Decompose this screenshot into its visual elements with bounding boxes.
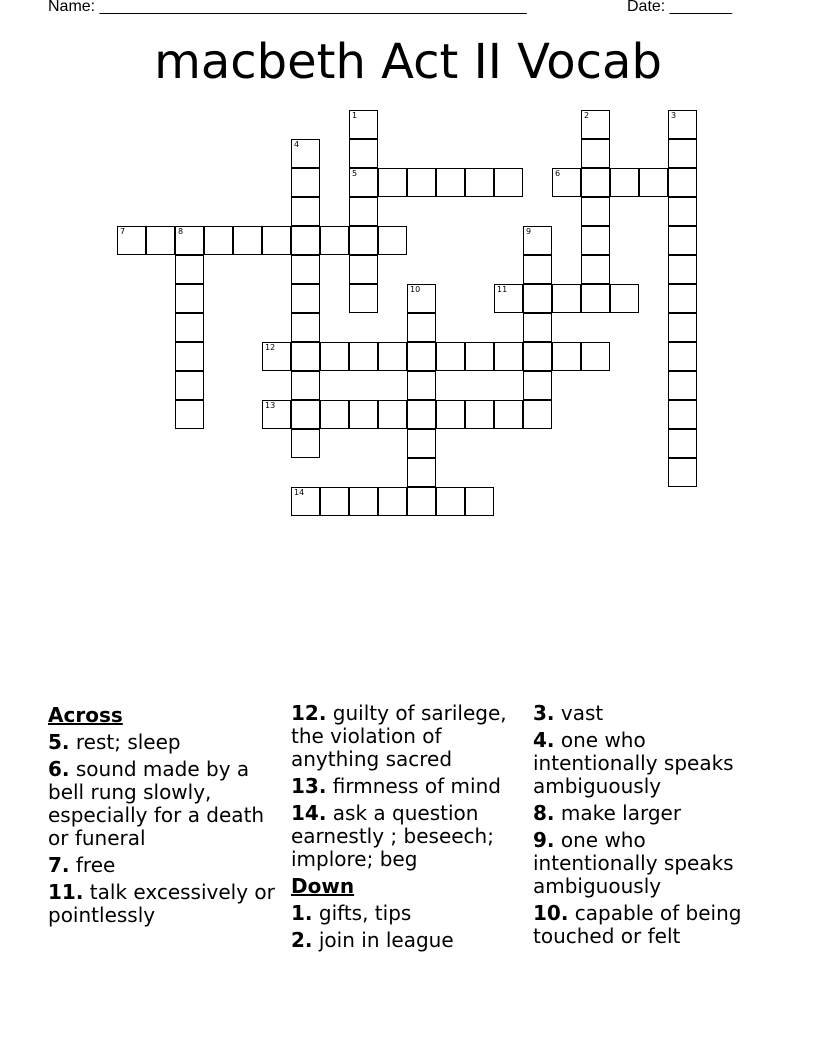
- grid-cell[interactable]: [465, 400, 494, 429]
- grid-cell[interactable]: [349, 400, 378, 429]
- page-title: macbeth Act II Vocab: [154, 34, 662, 90]
- grid-cell[interactable]: [407, 371, 436, 400]
- grid-cell-number: 10: [410, 285, 421, 294]
- grid-cell[interactable]: [552, 168, 581, 197]
- grid-cell[interactable]: [175, 371, 204, 400]
- grid-cell[interactable]: [523, 342, 552, 371]
- grid-cell[interactable]: [349, 284, 378, 313]
- grid-cell[interactable]: [262, 400, 291, 429]
- clue-across-12: 12. guilty of sarilege, the violation of anything sacred: [291, 701, 507, 771]
- grid-cell[interactable]: [349, 110, 378, 139]
- clue-down-4: 4. one who intentionally speaks ambiguously: [533, 728, 734, 798]
- grid-cell[interactable]: [668, 226, 697, 255]
- grid-cell-number: 4: [294, 140, 300, 149]
- grid-cell[interactable]: [349, 139, 378, 168]
- grid-cell[interactable]: [407, 458, 436, 487]
- grid-cell-number: 5: [352, 169, 358, 178]
- grid-cell[interactable]: [552, 284, 581, 313]
- grid-cell-number: 3: [671, 111, 677, 120]
- grid-cell[interactable]: [175, 255, 204, 284]
- grid-cell-number: 14: [294, 488, 305, 497]
- grid-cell[interactable]: [523, 255, 552, 284]
- grid-cell[interactable]: [349, 487, 378, 516]
- grid-cell[interactable]: [552, 342, 581, 371]
- clue-across-13: 13. firmness of mind: [291, 774, 501, 798]
- grid-cell[interactable]: [175, 226, 204, 255]
- grid-cell[interactable]: [407, 487, 436, 516]
- grid-cell[interactable]: [378, 400, 407, 429]
- grid-cell[interactable]: [668, 429, 697, 458]
- grid-cell[interactable]: [204, 226, 233, 255]
- grid-cell[interactable]: [291, 139, 320, 168]
- grid-cell[interactable]: [117, 226, 146, 255]
- clue-across-11: 11. talk excessively or pointlessly: [48, 880, 275, 927]
- grid-cell[interactable]: [668, 342, 697, 371]
- grid-cell[interactable]: [523, 313, 552, 342]
- grid-cell[interactable]: [436, 400, 465, 429]
- grid-cell[interactable]: [320, 226, 349, 255]
- grid-cell-number: 9: [526, 227, 532, 236]
- grid-cell[interactable]: [610, 168, 639, 197]
- grid-cell-number: 6: [555, 169, 561, 178]
- grid-cell[interactable]: [494, 284, 523, 313]
- grid-cell[interactable]: [320, 342, 349, 371]
- grid-cell[interactable]: [291, 197, 320, 226]
- grid-cell[interactable]: [581, 255, 610, 284]
- grid-cell[interactable]: [175, 400, 204, 429]
- grid-cell[interactable]: [465, 487, 494, 516]
- clue-down-1: 1. gifts, tips: [291, 901, 412, 925]
- grid-cell[interactable]: [581, 197, 610, 226]
- grid-cell[interactable]: [262, 226, 291, 255]
- grid-cell[interactable]: [581, 284, 610, 313]
- grid-cell[interactable]: [291, 400, 320, 429]
- down-heading: Down: [291, 874, 355, 898]
- grid-cell[interactable]: [291, 429, 320, 458]
- grid-cell[interactable]: [436, 342, 465, 371]
- across-heading: Across: [48, 703, 123, 727]
- name-field-label: Name: ________________________________________________: [48, 0, 527, 15]
- grid-cell[interactable]: [668, 284, 697, 313]
- grid-cell-number: 7: [120, 227, 126, 236]
- grid-cell[interactable]: [494, 168, 523, 197]
- grid-cell[interactable]: [349, 342, 378, 371]
- grid-cell[interactable]: [465, 168, 494, 197]
- grid-cell[interactable]: [349, 255, 378, 284]
- clues-column-2: [291, 702, 526, 956]
- grid-cell[interactable]: [523, 284, 552, 313]
- clue-down-10: 10. capable of being touched or felt: [533, 901, 742, 948]
- grid-cell[interactable]: [436, 168, 465, 197]
- grid-cell[interactable]: [465, 342, 494, 371]
- clue-down-3: 3. vast: [533, 701, 604, 725]
- grid-cell[interactable]: [436, 487, 465, 516]
- grid-cell[interactable]: [668, 313, 697, 342]
- grid-cell[interactable]: [349, 197, 378, 226]
- clues-column-3: [533, 702, 768, 952]
- clues-column-1: [48, 702, 283, 931]
- grid-cell[interactable]: [668, 139, 697, 168]
- grid-cell[interactable]: [291, 313, 320, 342]
- grid-cell[interactable]: [291, 284, 320, 313]
- grid-cell[interactable]: [349, 226, 378, 255]
- grid-cell[interactable]: [175, 284, 204, 313]
- grid-cell[interactable]: [407, 429, 436, 458]
- grid-cell[interactable]: [668, 168, 697, 197]
- grid-cell[interactable]: [291, 342, 320, 371]
- grid-cell[interactable]: [291, 226, 320, 255]
- grid-cell[interactable]: [291, 487, 320, 516]
- grid-cell[interactable]: [378, 168, 407, 197]
- grid-cell-number: 12: [265, 343, 276, 352]
- grid-cell[interactable]: [407, 400, 436, 429]
- grid-cell[interactable]: [349, 168, 378, 197]
- grid-cell[interactable]: [291, 168, 320, 197]
- grid-cell[interactable]: [639, 168, 668, 197]
- clue-down-8: 8. make larger: [533, 801, 682, 825]
- grid-cell[interactable]: [378, 342, 407, 371]
- grid-cell[interactable]: [320, 487, 349, 516]
- clue-across-7: 7. free: [48, 853, 116, 877]
- grid-cell[interactable]: [262, 342, 291, 371]
- grid-cell[interactable]: [378, 487, 407, 516]
- grid-cell-number: 13: [265, 401, 276, 410]
- clue-across-6: 6. sound made by a bell rung slowly, especially for a death or funeral: [48, 757, 265, 850]
- grid-cell-number: 8: [178, 227, 184, 236]
- grid-cell[interactable]: [523, 400, 552, 429]
- grid-cell[interactable]: [523, 371, 552, 400]
- grid-cell[interactable]: [668, 110, 697, 139]
- grid-cell[interactable]: [146, 226, 175, 255]
- grid-cell[interactable]: [233, 226, 262, 255]
- grid-cell[interactable]: [407, 284, 436, 313]
- grid-cell[interactable]: [378, 226, 407, 255]
- clue-down-2: 2. join in league: [291, 928, 454, 952]
- grid-cell[interactable]: [668, 197, 697, 226]
- grid-cell[interactable]: [610, 284, 639, 313]
- clue-across-14: 14. ask a question earnestly ; beseech; implore; beg: [291, 801, 494, 871]
- grid-cell[interactable]: [581, 226, 610, 255]
- grid-cell[interactable]: [668, 400, 697, 429]
- grid-cell-number: 1: [352, 111, 358, 120]
- grid-cell-number: 2: [584, 111, 590, 120]
- grid-cell[interactable]: [668, 458, 697, 487]
- grid-cell[interactable]: [581, 168, 610, 197]
- grid-cell[interactable]: [581, 342, 610, 371]
- grid-cell[interactable]: [407, 313, 436, 342]
- clue-down-9: 9. one who intentionally speaks ambiguously: [533, 828, 734, 898]
- grid-cell[interactable]: [494, 342, 523, 371]
- grid-cell[interactable]: [523, 226, 552, 255]
- grid-cell[interactable]: [175, 313, 204, 342]
- grid-cell[interactable]: [668, 255, 697, 284]
- grid-cell[interactable]: [407, 168, 436, 197]
- grid-cell[interactable]: [494, 400, 523, 429]
- grid-cell[interactable]: [291, 255, 320, 284]
- date-field-label: Date: _______: [627, 0, 732, 15]
- grid-cell[interactable]: [407, 342, 436, 371]
- grid-cell[interactable]: [320, 400, 349, 429]
- clue-across-5: 5. rest; sleep: [48, 730, 181, 754]
- grid-cell-number: 11: [497, 285, 508, 294]
- grid-cell[interactable]: [175, 342, 204, 371]
- grid-cell[interactable]: [291, 371, 320, 400]
- grid-cell[interactable]: [581, 139, 610, 168]
- grid-cell[interactable]: [581, 110, 610, 139]
- grid-cell[interactable]: [668, 371, 697, 400]
